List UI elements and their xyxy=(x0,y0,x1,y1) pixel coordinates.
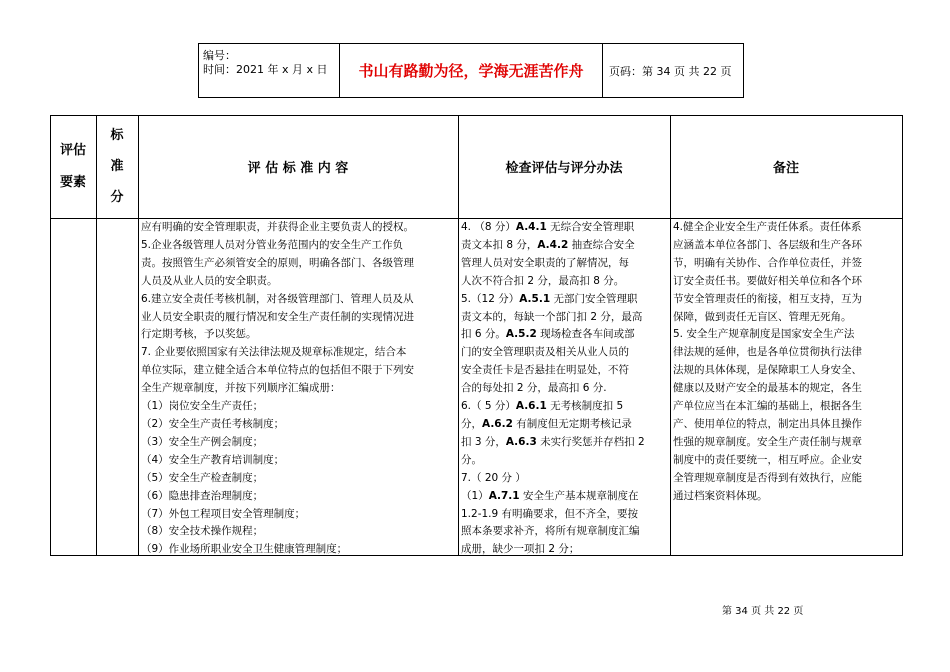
content-line: （3）安全生产例会制度； xyxy=(141,435,264,448)
remark-line: 律法规的延伸，也是各单位贯彻执行法律 xyxy=(673,346,862,359)
remark-line: 通过档案资料体现。 xyxy=(673,489,768,502)
content-line: 应有明确的安全管理职责，并获得企业主要负责人的授权。 xyxy=(141,221,414,233)
method-line: 分，A.6.2 有制度但无定期考核记录 xyxy=(461,417,632,430)
content-line: 5.企业各级管理人员对分管业务范围内的安全生产工作负 xyxy=(141,238,404,251)
header-motto: 书山有路勤为径，学海无涯苦作舟 xyxy=(340,44,603,97)
remark-line: 性强的规章制度。安全生产责任制与规章 xyxy=(673,435,862,448)
remark-line: 健康以及财产安全的最基本的规定，各生 xyxy=(673,382,862,395)
method-line: 责文本的，每缺一个部门扣 2 分，最高 xyxy=(461,310,643,323)
content-line: （5）安全生产检查制度； xyxy=(141,471,264,484)
method-line: 合的每处扣 2 分，最高扣 6 分. xyxy=(461,382,607,395)
remark-line: 全管理规章制度是否得到有效执行，应能 xyxy=(673,471,862,484)
content-line: 单位实际，建立健全适合本单位特点的包括但不限于下列安 xyxy=(141,364,414,377)
method-line: 照本条要求补齐，将所有规章制度汇编 xyxy=(461,525,640,538)
method-line: 责文本扣 8 分，A.4.2 抽查综合安全 xyxy=(461,238,635,251)
method-line: （1）A.7.1 安全生产基本规章制度在 xyxy=(461,489,639,502)
remark-cell xyxy=(673,219,901,506)
method-line: 扣 3 分，A.6.3 未实行奖惩并存档扣 2 xyxy=(461,435,645,448)
method-line: 成册，缺少一项扣 2 分； xyxy=(461,543,580,556)
content-line: （7）外包工程项目安全管理制度； xyxy=(141,507,306,520)
header-method: 检查评估与评分办法 xyxy=(505,161,623,176)
content-line: （1）岗位安全生产责任； xyxy=(141,400,264,413)
header-page-label: 页码：第 34 页 共 22 页 xyxy=(609,64,732,78)
header-element: 评估 要素 xyxy=(59,142,86,190)
content-line: （9）作业场所职业安全卫生健康管理制度； xyxy=(141,543,348,556)
method-line: 安全责任卡是否悬挂在明显处，不符 xyxy=(461,364,629,377)
method-line: 扣 6 分。A.5.2 现场检查各车间或部 xyxy=(461,328,635,341)
method-cell xyxy=(461,219,668,559)
method-line: 5.（12 分）A.5.1 无部门安全管理职 xyxy=(461,292,638,305)
header-meta xyxy=(199,44,340,97)
remark-line: 法规的具体体现，是保障职工人身安全、 xyxy=(673,364,862,377)
method-line: 分。 xyxy=(461,453,482,466)
remark-line: 产单位应当在本汇编的基础上，根据各生 xyxy=(673,400,862,413)
remark-line: 产、使用单位的特点，制定出具体且操作 xyxy=(673,417,862,430)
header-score: 标 准 分 xyxy=(110,128,124,205)
content-line: 人员及从业人员的安全职责。 xyxy=(141,274,278,287)
header-content: 评 估 标 准 内 容 xyxy=(247,161,349,176)
remark-line: 节安全管理责任的衔接，相互支持，互为 xyxy=(673,292,862,305)
method-line: 门的安全管理职责及相关从业人员的 xyxy=(461,346,629,359)
method-line: 7.（ 20 分 ） xyxy=(461,471,526,484)
content-line: （6）隐患排查治理制度； xyxy=(141,489,264,502)
remark-line: 制度中的责任要统一，相互呼应。企业安 xyxy=(673,453,862,466)
remark-line: 保障，做到责任无盲区、管理无死角。 xyxy=(673,310,852,323)
page-footer: 第 34 页 共 22 页 xyxy=(722,606,804,617)
header-remark: 备注 xyxy=(772,161,799,176)
remark-line: 4.健全企业安全生产责任体系。责任体系 xyxy=(673,221,862,233)
remark-line: 节，明确有关协作、合作单位责任，并签 xyxy=(673,256,862,269)
remark-line: 订安全责任书。要做好相关单位和各个环 xyxy=(673,274,862,287)
number-label: 编号： xyxy=(203,49,236,62)
content-line: 7. 企业要依照国家有关法律法规及规章标准规定，结合本 xyxy=(141,346,407,359)
method-line: 4. （8 分）A.4.1 无综合安全管理职 xyxy=(461,221,635,233)
content-line: 业人员安全职责的履行情况和安全生产责任制的实现情况进 xyxy=(141,310,414,323)
content-cell xyxy=(141,219,456,559)
method-line: 人次不符合扣 2 分，最高扣 8 分。 xyxy=(461,274,625,287)
method-line: 管理人员对安全职责的了解情况，每 xyxy=(461,256,629,269)
content-line: 行定期考核，予以奖惩。 xyxy=(141,328,257,341)
content-line: （4）安全生产教育培训制度； xyxy=(141,453,285,466)
content-line: 全生产规章制度，并按下列顺序汇编成册： xyxy=(141,382,341,395)
content-line: 责。按照管生产必须管安全的原则，明确各部门、各级管理 xyxy=(141,256,414,269)
assessment-table xyxy=(50,115,903,556)
remark-line: 5. 安全生产规章制度是国家安全生产法 xyxy=(673,328,855,341)
method-line: 6.（ 5 分）A.6.1 无考核制度扣 5 xyxy=(461,400,624,413)
content-line: 6.建立安全责任考核机制，对各级管理部门、管理人员及从 xyxy=(141,292,414,305)
content-line: （2）安全生产责任考核制度； xyxy=(141,417,285,430)
time-label: 时间：2021 年 x 月 x 日 xyxy=(203,63,328,76)
document-header xyxy=(198,43,744,98)
remark-line: 应涵盖本单位各部门、各层级和生产各环 xyxy=(673,238,862,251)
content-line: （8）安全技术操作规程； xyxy=(141,525,264,538)
method-line: 1.2-1.9 有明确要求，但不齐全，要按 xyxy=(461,507,639,520)
